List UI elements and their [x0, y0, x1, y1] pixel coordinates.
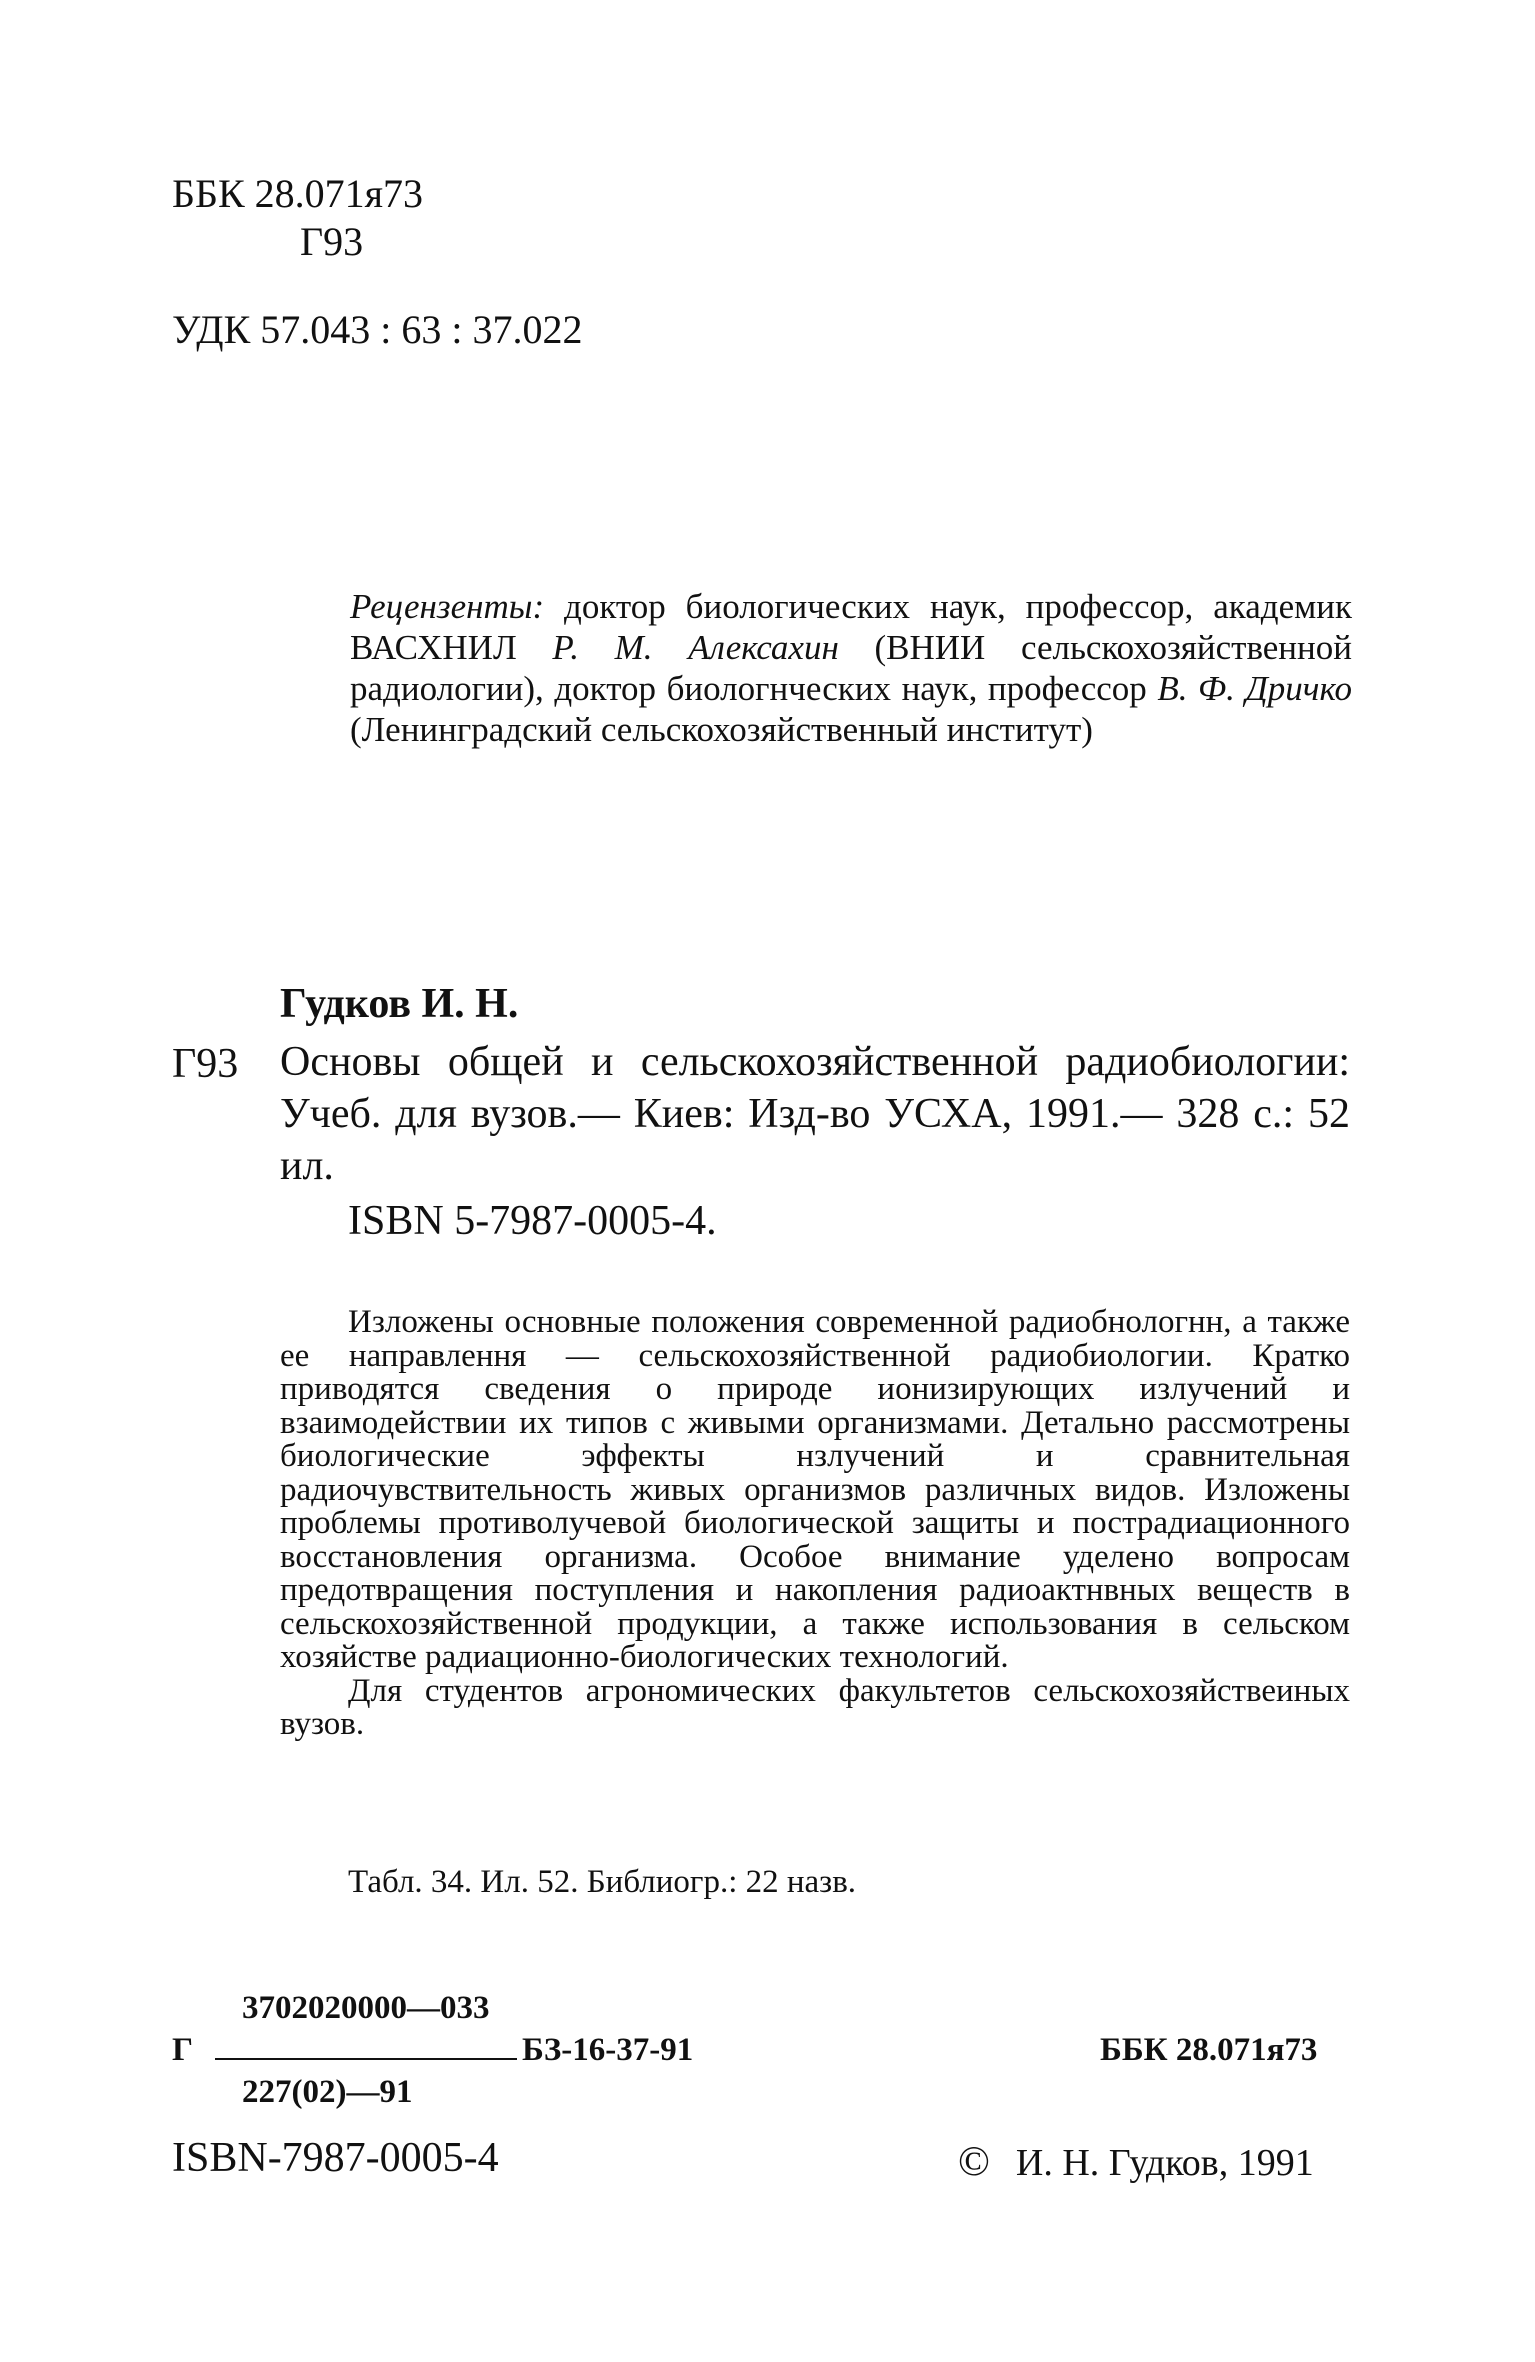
code-letter: Г: [172, 2032, 193, 2068]
abstract-paragraph-2: Для студентов агрономических факультетов сельскохозяйствеиных вузов.: [280, 1672, 1350, 1742]
copyright-line: [958, 2136, 1314, 2189]
udk-code: УДК 57.043 : 63 : 37.022: [172, 307, 583, 352]
copyright-text: И. Н. Гудков, 1991: [1015, 2142, 1314, 2184]
code-fraction-line: [215, 2058, 517, 2060]
bbk-code-bottom: ББК 28.071я73: [1100, 2032, 1318, 2068]
catalog-title: Основы общей и сельскохозяйственной радиобиологии: Учеб. для вузов.— Киев: Изд-во УСХА, 1991.— 328 с.: 52 ил.: [280, 1039, 1350, 1189]
catalog-index: Г93: [172, 1041, 239, 1087]
catalog-author: Гудков И. Н.: [280, 981, 519, 1027]
reviewers-block: [350, 586, 1352, 750]
code-denominator: 227(02)—91: [242, 2074, 413, 2110]
code-series: БЗ-16-37-91: [522, 2032, 694, 2068]
reviewers-label: Рецензенты:: [350, 587, 545, 626]
reviewers-paragraph: [350, 586, 1352, 750]
footer-isbn: ISBN-7987-0005-4: [172, 2135, 499, 2181]
code-numerator: 3702020000—033: [242, 1990, 490, 2026]
reviewer-name-1: Р. М. Алексахин: [552, 628, 839, 667]
abstract-stats: Табл. 34. Ил. 52. Библиогр.: 22 назв.: [348, 1864, 857, 1900]
reviewer-name-2: В. Ф. Дричко: [1157, 669, 1352, 708]
author-mark-top: Г93: [300, 219, 364, 264]
bbk-code: ББК 28.071я73: [172, 171, 424, 216]
abstract: [280, 1306, 1350, 1742]
catalog-isbn: ISBN 5-7987-0005-4.: [348, 1198, 717, 1244]
reviewers-text-3: (Ленинградский сельскохозяйственный институт): [350, 710, 1093, 749]
abstract-paragraph-1: Изложены основные положения современной радиобнологнн, а также ее направлення — сельскохозяйственной радиобиологии. Кратко приводятся сведения о природе ионизирующих излучений и взаимодействии их типов с живыми организмами. Детально рассмотрены биологические эффекты нзлучений и сравнительная радиочувствительность живых организмов различных видов. Изложены проблемы противолучевой биологической защиты и пострадиационного восстановления организма. Особое внимание уделено вопросам предотвращения поступления и накопления радиоактнвных веществ в сельскохозяйственной продукции, а также использования в сельском хозяйстве радиационно-биологических технологий.: [280, 1304, 1350, 1675]
reviewers-text-1: доктор биологических наук, профессор, академик ВАСХНИЛ: [350, 587, 1352, 667]
reviewers-text-2: (ВНИИ сельскохозяйственной радиологии), доктор биологнческих наук, профессор: [350, 628, 1352, 708]
copyright-icon: ©: [958, 2139, 990, 2185]
